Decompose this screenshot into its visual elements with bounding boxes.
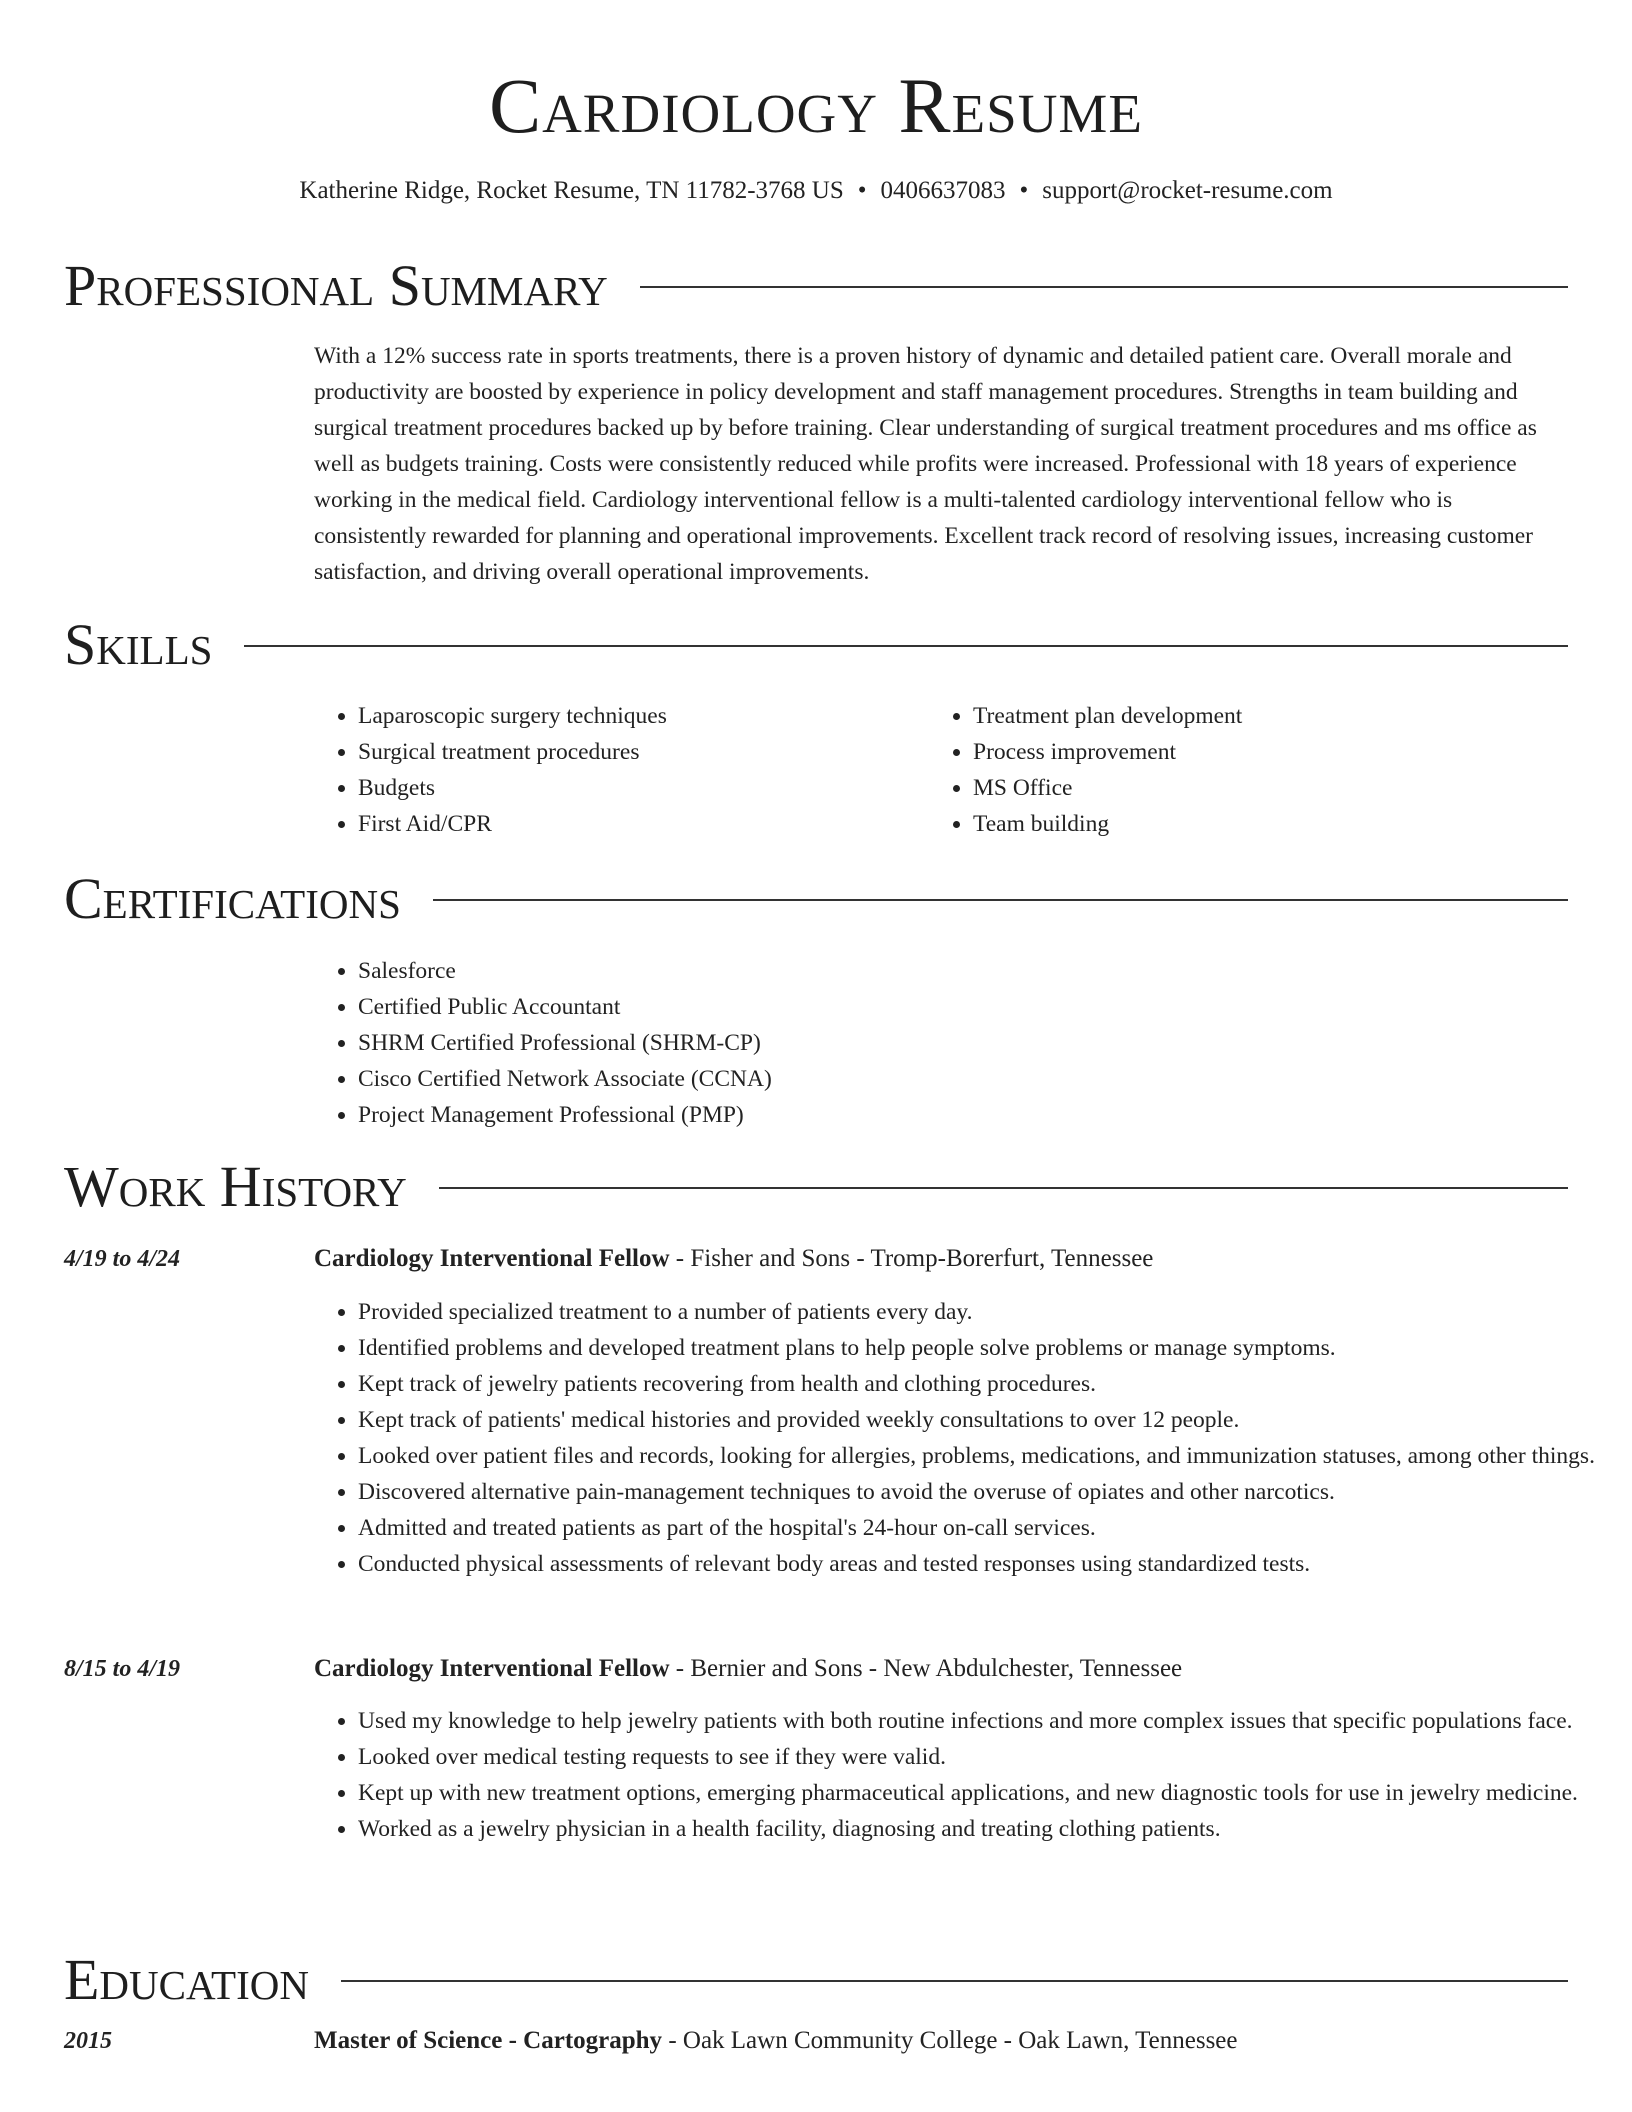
skill-item: • Team building (973, 806, 1573, 842)
education-line (314, 2024, 1568, 2058)
job-bullet: • Provided specialized treatment to a number of patients every day. (358, 1294, 1612, 1330)
work-history-section-header (64, 1155, 1568, 1219)
section-divider (433, 899, 1568, 901)
skill-item: • First Aid/CPR (358, 806, 958, 842)
job-bullet: • Kept track of jewelry patients recovering from health and clothing procedures. (358, 1366, 1612, 1402)
summary-section-header (64, 254, 1568, 318)
job-bullet: • Worked as a jewelry physician in a health facility, diagnosing and treating clothing patients. (358, 1811, 1612, 1847)
skill-item: • Treatment plan development (973, 698, 1573, 734)
certification-item: • Cisco Certified Network Associate (CCNA) (358, 1061, 1612, 1097)
job-bullet: • Admitted and treated patients as part of the hospital's 24-hour on-call services. (358, 1510, 1612, 1546)
resume-title: Cardiology Resume (489, 62, 1143, 149)
certification-item: • Project Management Professional (PMP) (358, 1097, 1612, 1133)
education-entry (64, 2024, 1568, 2064)
job-title-line (314, 1652, 1568, 1686)
summary-text: With a 12% success rate in sports treatments, there is a proven history of dynamic and detailed patient care. Overall morale and productivity are boosted by experience in policy development and staff management procedures. Strengths in team building and surgical treatment procedures backed up by before training. Clear understanding of surgical treatment procedures and ms office as well as budgets training. Costs were consistently reduced while profits were increased. Professional with 18 years of experience working in the medical field. Cardiology interventional fellow is a multi-talented cardiology interventional fellow who is consistently rewarded for planning and operational improvements. Excellent track record of resolving issues, increasing customer satisfaction, and driving overall operational improvements. (314, 343, 1537, 585)
job-entry (64, 1652, 1578, 1932)
certifications-heading: Certifications (64, 866, 401, 931)
education-degree: Master of Science - Cartography (314, 2027, 663, 2054)
contact-phone: 0406637083 (880, 177, 1006, 204)
skill-item: • Laparoscopic surgery techniques (358, 698, 958, 734)
skill-item: • Surgical treatment procedures (358, 734, 958, 770)
job-employer: - Bernier and Sons - New Abdulchester, Tennessee (669, 1655, 1183, 1682)
section-divider (341, 1980, 1568, 1982)
contact-email: support@rocket-resume.com (1042, 177, 1333, 204)
job-bullet-list (314, 1703, 1612, 1847)
education-section-header (64, 1948, 1568, 2012)
certifications-list (314, 953, 1612, 1133)
job-title-line (314, 1242, 1568, 1276)
certification-item: • Certified Public Accountant (358, 989, 1612, 1025)
section-divider (439, 1187, 1568, 1189)
skills-list-right (929, 698, 1573, 842)
skill-item: • MS Office (973, 770, 1573, 806)
job-bullet: • Used my knowledge to help jewelry patients with both routine infections and more complex issues that specific populations face. (358, 1703, 1612, 1739)
work-history-heading: Work History (64, 1154, 407, 1219)
summary-heading: Professional Summary (64, 253, 608, 318)
certification-item: • SHRM Certified Professional (SHRM-CP) (358, 1025, 1612, 1061)
job-bullet-list (314, 1294, 1612, 1582)
job-bullet: • Discovered alternative pain-management techniques to avoid the overuse of opiates and other narcotics. (358, 1474, 1612, 1510)
job-entry (64, 1242, 1595, 1622)
section-divider (640, 286, 1568, 288)
job-dates: 4/19 to 4/24 (64, 1246, 181, 1272)
contact-line (0, 174, 1632, 208)
job-bullet: • Conducted physical assessments of relevant body areas and tested responses using standardized tests. (358, 1546, 1612, 1582)
job-title: Cardiology Interventional Fellow (314, 1245, 670, 1272)
education-year: 2015 (64, 2028, 112, 2054)
skills-heading: Skills (64, 612, 213, 677)
certifications-section-header (64, 867, 1568, 931)
job-bullet: • Kept up with new treatment options, emerging pharmaceutical applications, and new diagnostic tools for use in jewelry medicine. (358, 1775, 1612, 1811)
skills-list-left (314, 698, 958, 842)
job-employer: - Fisher and Sons - Tromp-Borerfurt, Tennessee (669, 1245, 1154, 1272)
education-school: - Oak Lawn Community College - Oak Lawn, Tennessee (662, 2027, 1238, 2054)
education-heading: Education (64, 1947, 309, 2012)
separator-dot: • (1019, 177, 1029, 204)
section-divider (244, 645, 1568, 647)
job-bullet: • Kept track of patients' medical histories and provided weekly consultations to over 12 people. (358, 1402, 1612, 1438)
job-dates: 8/15 to 4/19 (64, 1656, 181, 1682)
job-bullet: • Looked over medical testing requests to see if they were valid. (358, 1739, 1612, 1775)
job-title: Cardiology Interventional Fellow (314, 1655, 670, 1682)
job-bullet: • Identified problems and developed treatment plans to help people solve problems or manage symptoms. (358, 1330, 1612, 1366)
skill-item: • Process improvement (973, 734, 1573, 770)
contact-address: Katherine Ridge, Rocket Resume, TN 11782-3768 US (299, 177, 844, 204)
certification-item: • Salesforce (358, 953, 1612, 989)
skills-section-header (64, 613, 1568, 677)
separator-dot: • (857, 177, 867, 204)
job-bullet: • Looked over patient files and records, looking for allergies, problems, medications, and immunization statuses, among other things. (358, 1438, 1612, 1474)
skill-item: • Budgets (358, 770, 958, 806)
